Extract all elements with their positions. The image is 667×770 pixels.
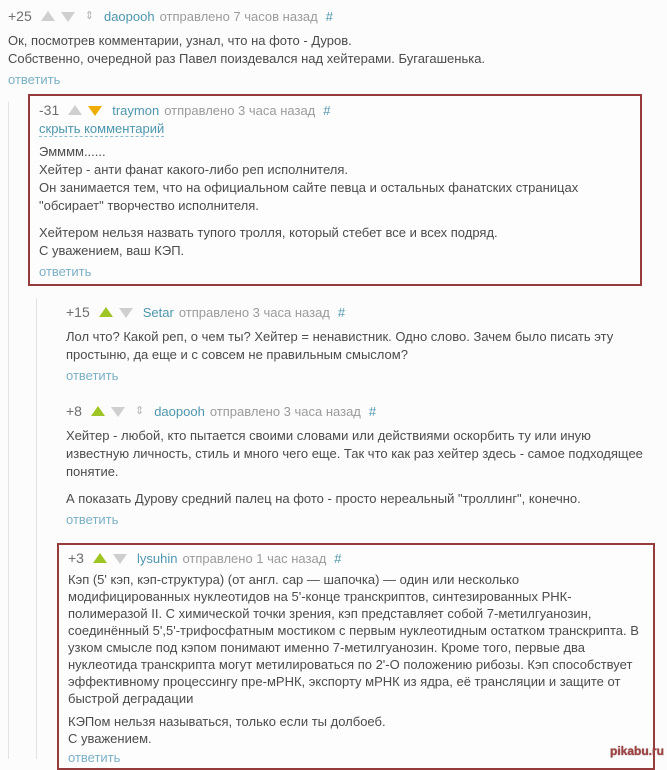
comment-text-line: КЭПом нельзя называться, только если ты долбоеб. bbox=[68, 714, 386, 729]
comment-score: +3 bbox=[68, 550, 84, 566]
permalink-hash-link[interactable]: # bbox=[325, 8, 333, 24]
comment-traymon-highlighted bbox=[28, 94, 642, 286]
downvote-arrow-icon[interactable] bbox=[113, 554, 127, 564]
reply-link[interactable]: ответить bbox=[8, 72, 61, 87]
permalink-hash-link[interactable]: # bbox=[368, 403, 377, 419]
comment-header bbox=[8, 6, 657, 26]
collapse-branch-icon[interactable]: ⇕ bbox=[134, 404, 145, 417]
username-link[interactable]: Setar bbox=[142, 304, 174, 320]
upvote-arrow-icon-active[interactable] bbox=[93, 553, 107, 563]
hide-comment-link[interactable]: скрыть комментарий bbox=[39, 121, 165, 136]
comment-score: +15 bbox=[66, 304, 90, 320]
comment-text-line: Ок, посмотрев комментарии, узнал, что на фото - Дуров. bbox=[8, 33, 352, 48]
comment-text-line: Собственно, очередной раз Павел поиздевался над хейтерами. Бугагашенька. bbox=[8, 51, 486, 66]
reply-link[interactable]: ответить bbox=[39, 264, 92, 279]
comment-text-line: С уважением, ваш КЭП. bbox=[39, 243, 185, 258]
comment-text-line: Лол что? Какой реп, о чем ты? Хейтер = ненавистник. Одно слово. Зачем было писать эту простыню, да еще и с совсем не правильным смыслом? bbox=[66, 329, 614, 362]
comment-daopooh-root bbox=[8, 6, 657, 87]
comment-text-line: Хейтером нельзя назвать тупого тролля, который стебет все и всех подряд. bbox=[39, 225, 498, 240]
reply-link[interactable]: ответить bbox=[66, 512, 119, 527]
username-link[interactable]: daopooh bbox=[103, 8, 155, 24]
username-link[interactable]: daopooh bbox=[154, 403, 205, 419]
comment-body bbox=[8, 32, 657, 68]
username-link[interactable]: traymon bbox=[112, 102, 160, 118]
comment-text-line: Хейтер - любой, кто пытается своими словами или действиями оскорбить ту или иную известную личность, стиль и много чего еще. Так что как раз хейтер здесь - самое подходящее понятие. bbox=[66, 428, 643, 479]
collapse-branch-icon[interactable]: ⇕ bbox=[84, 9, 94, 22]
downvote-arrow-icon[interactable] bbox=[111, 407, 125, 417]
reply-link[interactable]: ответить bbox=[68, 750, 121, 765]
permalink-hash-link[interactable]: # bbox=[334, 550, 342, 566]
comment-text-line: Хейтер - анти фанат какого-либо реп исполнителя. bbox=[39, 162, 348, 177]
comment-timestamp: отправлено 7 часов назад bbox=[159, 8, 318, 24]
comment-header bbox=[39, 101, 631, 119]
comment-setar bbox=[66, 302, 655, 383]
downvote-arrow-icon[interactable] bbox=[61, 12, 75, 22]
comment-text-line: С уважением. bbox=[68, 731, 152, 746]
upvote-arrow-icon[interactable] bbox=[68, 105, 82, 115]
comment-body bbox=[66, 427, 655, 508]
comment-timestamp: отправлено 1 час назад bbox=[182, 550, 327, 566]
comment-header bbox=[66, 302, 655, 322]
comment-score: +25 bbox=[8, 8, 32, 24]
upvote-arrow-icon[interactable] bbox=[41, 11, 55, 21]
comment-text-line: А показать Дурову средний палец на фото - просто нереальный "троллинг", конечно. bbox=[66, 491, 581, 506]
comment-text-line: Он занимается тем, что на официальном сайте певца и остальных фанатских страницах "обсирает" творчество исполнителя. bbox=[39, 180, 579, 213]
comment-daopooh-reply bbox=[66, 401, 655, 527]
pikabu-watermark: pikabu.ru bbox=[609, 744, 664, 758]
username-link[interactable]: lysuhin bbox=[136, 550, 178, 566]
comment-lysuhin-highlighted bbox=[57, 543, 655, 770]
permalink-hash-link[interactable]: # bbox=[323, 102, 331, 118]
comment-text-line: Эмммм...... bbox=[39, 144, 106, 159]
comment-score: -31 bbox=[39, 102, 60, 118]
comment-body bbox=[68, 571, 644, 747]
thread-guide-line bbox=[36, 298, 37, 759]
comment-timestamp: отправлено 3 часа назад bbox=[209, 403, 361, 419]
comment-score: +8 bbox=[66, 403, 82, 419]
comment-timestamp: отправлено 3 часа назад bbox=[178, 304, 330, 320]
upvote-arrow-icon-active[interactable] bbox=[99, 307, 113, 317]
comment-text-line: Кэп (5' кэп, кэп-структура) (от англ. cap — шапочка) — один или несколько модифицированных нуклеотидов на 5'-конце транскриптов, синтезированных РНК-полимеразой II. С химической точки зрения, кэп представляет собой 7-метилгуанозин, соединённый 5',5'-трифосфатным мостиком с первым нуклеотидным остатком транскрипта. В узком смысле под кэпом понимают именно 7-метилгуанозин. Кроме того, первые два нуклеотида транскрипта могут метилироваться по 2'-О положению рибозы. Кэп способствует эффективному процессингу пре-мРНК, экспорту мРНК из ядра, её трансляции и защите от быстрой деградации bbox=[68, 572, 639, 706]
permalink-hash-link[interactable]: # bbox=[337, 304, 346, 320]
downvote-arrow-icon-active[interactable] bbox=[88, 106, 102, 116]
comment-header bbox=[68, 549, 644, 567]
comment-timestamp: отправлено 3 часа назад bbox=[164, 102, 316, 118]
comment-header bbox=[66, 401, 655, 421]
upvote-arrow-icon-active[interactable] bbox=[91, 406, 105, 416]
comment-body bbox=[66, 328, 655, 364]
thread-guide-line bbox=[8, 102, 9, 759]
downvote-arrow-icon[interactable] bbox=[119, 308, 133, 318]
reply-link[interactable]: ответить bbox=[66, 368, 119, 383]
comment-body bbox=[39, 143, 631, 260]
